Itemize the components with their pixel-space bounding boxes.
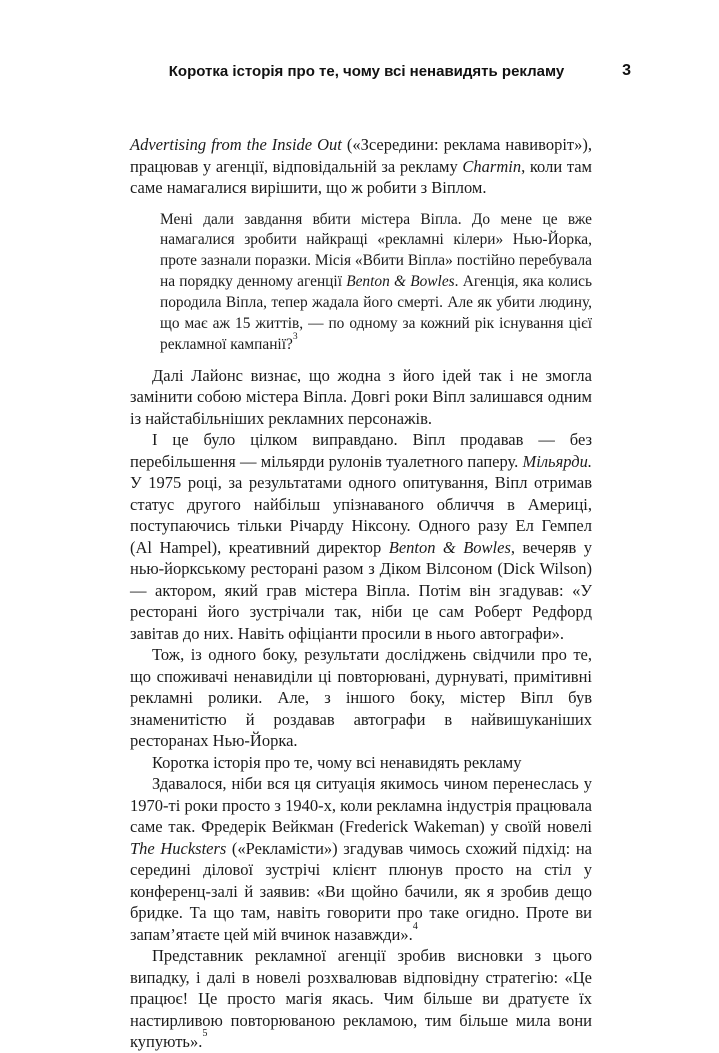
text-segment: Коротка історія про те, чому всі ненавидять рекламу — [152, 752, 522, 772]
page-number: 3 — [622, 62, 631, 79]
page-body — [130, 134, 592, 1053]
running-header-title: Коротка історія про те, чому всі ненавидять рекламу — [168, 63, 565, 80]
text-segment: Benton & Bowles — [388, 537, 511, 557]
text-segment: Представник рекламної агенції зробив висновки з цього випадку, і далі в новелі розхвалював відповідну стратегію: «Це працює! Це просто магія якась. Чим більше ви дратуєте їх настирливою повторюваною рекламою, тим більше мила вони купують». — [130, 946, 592, 1052]
text-segment: , коли там саме намагалися вирішити, що ж робити з Віплом. — [130, 156, 592, 197]
text-segment: У 1975 році, за результатами одного опитування, Віпл отримав статус другого найбільш упізнаваного обличчя в Америці, поступаючись тільки Річарду Ніксону. Одного разу Ел Гемпел (Al Hampel), креативний директор — [130, 473, 592, 557]
footnote-marker: 4 — [412, 920, 418, 932]
text-segment: , вечеряв у нью-йоркському ресторані разом з Діком Вілсоном (Dick Wilson) — актором, який грав містера Віпла. Потім він згадував: «У ресторані його зустрічали так, ніби це сам Роберт Редфорд завітав до них. Навіть офіціанти просили в нього автографи». — [130, 537, 593, 643]
footnote-marker: 3 — [292, 330, 298, 342]
block-quote — [160, 210, 592, 356]
text-segment: Advertising from the Inside Out — [130, 135, 342, 154]
running-header — [130, 63, 631, 81]
text-segment: («Рекламісти») згадував чимось схожий підхід: на середині ділової зустрічі клієнт плюнув просто на стіл у конференц-залі й заявив: «Ви щойно бачили, як я зробив дещо бридке. Та що там, навіть говорити про таке огидно. Проте ви запам’ятаєте цей мій вчинок назавжди». — [130, 838, 592, 944]
body-paragraph — [130, 773, 592, 945]
body-paragraph — [130, 134, 592, 199]
text-segment: («Зсередини: реклама навиворіт»), працював у агенції, відповідальній за рекламу — [130, 135, 592, 176]
text-segment: Здавалося, ніби вся ця ситуація якимось чином перенеслась у 1970-ті роки просто з 1940-х, коли рекламна індустрія працювала саме так. Фредерік Вейкман (Frederick Wakeman) у своїй новелі — [130, 774, 592, 837]
body-paragraph — [130, 365, 592, 430]
footnote-marker: 5 — [202, 1028, 208, 1040]
body-paragraph — [130, 429, 592, 644]
body-paragraph — [130, 644, 592, 752]
text-segment: І це було цілком виправдано. Віпл продавав — без перебільшення — мільярди рулонів туалетного паперу. — [130, 430, 592, 471]
text-segment: Мені дали завдання вбити містера Віпла. До мене це вже намагалися зробити найкращі «рекламні кілери» Нью-Йорка, проте зазнали поразки. Місія «Вбити Віпла» постійно перебувала на порядку денному агенції — [160, 210, 592, 291]
body-paragraph — [130, 945, 592, 1053]
text-segment: Далі Лайонс визнає, що жодна з його ідей так і не змогла замінити собою містера Віпла. Довгі роки Віпл залишався одним із найстабільніших рекламних персонажів. — [130, 365, 592, 428]
text-segment: Тож, із одного боку, результати досліджень свідчили про те, що споживачі ненавиділи ці повторювані, дурнуваті, примітивні рекламні ролики. Але, з іншого боку, містер Віпл був знаменитістю й роздавав автографи в найвишуканіших ресторанах Нью-Йорка. — [130, 645, 592, 751]
text-segment: Charmin — [462, 156, 522, 176]
text-segment: . Агенція, яка колись породила Віпла, тепер жадала його смерті. Але як убити людину, що має аж 15 життів, — по одному за кожний рік існування цієї рекламної кампанії? — [160, 273, 593, 353]
text-segment: The Hucksters — [130, 838, 227, 858]
body-paragraph — [130, 752, 592, 774]
text-segment: Benton & Bowles — [346, 273, 455, 291]
text-segment: Мільярди. — [522, 451, 592, 471]
